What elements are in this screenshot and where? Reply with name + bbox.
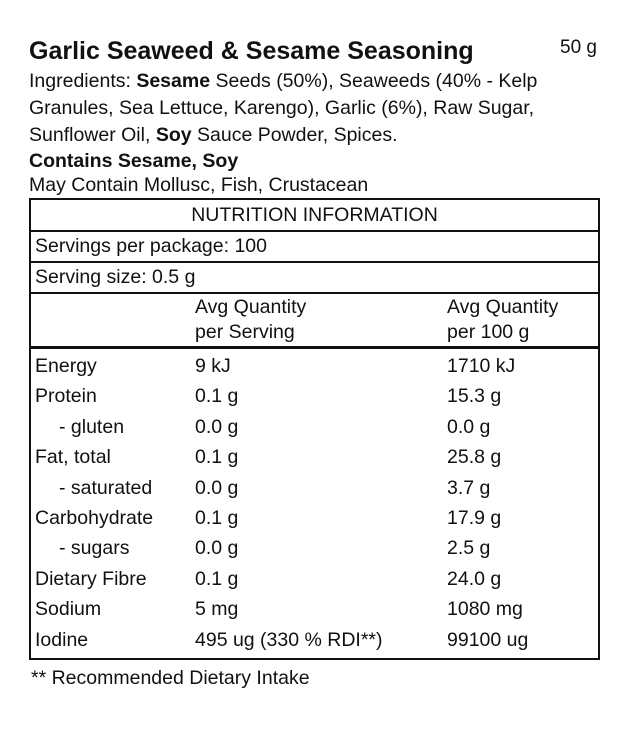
rdi-footnote: ** Recommended Dietary Intake (31, 666, 310, 689)
nutrient-name: Sodium (35, 598, 102, 621)
nutrient-per-serving: 5 mg (195, 598, 239, 621)
serving-size: Serving size: 0.5 g (31, 263, 598, 294)
nutrient-name: - saturated (59, 476, 153, 499)
nutrient-name: - gluten (59, 415, 125, 438)
nutrient-per-serving: 0.0 g (195, 476, 239, 499)
nutrient-per-serving: 0.0 g (195, 537, 239, 560)
nutrient-name: Fat, total (35, 446, 111, 469)
nutrition-row-dietary-fibre (31, 564, 598, 594)
ingredients-prefix: Ingredients: (29, 70, 137, 92)
nutrition-row-sodium (31, 594, 598, 624)
ingredient-allergen-sesame: Sesame (136, 70, 211, 92)
nutrient-per-serving: 0.1 g (195, 385, 239, 408)
product-label (29, 34, 601, 691)
contains-statement: Contains Sesame, Soy (29, 150, 239, 172)
nutrient-per-100g: 3.7 g (447, 476, 491, 499)
nutrient-name: Dietary Fibre (35, 567, 147, 590)
nutrient-per-serving: 0.1 g (195, 446, 239, 469)
nutrition-column-headers (31, 294, 598, 349)
nutrient-per-100g: 17.9 g (447, 506, 502, 529)
column-header-per-100g-line1: Avg Quantity (447, 296, 559, 318)
ingredients-part1: Seeds (50%), Seaweeds (40% - Kelp Granules, Sea Lettuce, Karengo), Garlic (6%), Raw Sugar, Sunflower Oil, (29, 70, 538, 146)
nutrient-per-100g: 15.3 g (447, 385, 502, 408)
nutrient-name: Iodine (35, 628, 89, 651)
nutrient-per-serving: 495 ug (330 % RDI**) (195, 628, 383, 651)
may-contain-statement: May Contain Mollusc, Fish, Crustacean (29, 174, 369, 196)
nutrient-name: Protein (35, 385, 97, 408)
ingredients-part2: Sauce Powder, Spices. (191, 124, 398, 146)
column-header-per-serving-line2: per Serving (195, 321, 295, 343)
nutrient-per-serving: 0.1 g (195, 506, 239, 529)
nutrition-row-carbohydrate (31, 503, 598, 533)
nutrition-row-gluten (31, 412, 598, 442)
nutrient-per-100g: 99100 ug (447, 628, 529, 651)
servings-per-package: Servings per package: 100 (31, 232, 598, 263)
nutrition-heading: NUTRITION INFORMATION (31, 200, 598, 232)
nutrient-per-100g: 1080 mg (447, 598, 523, 621)
nutrient-name: Energy (35, 355, 97, 377)
nutrient-name: - sugars (59, 537, 130, 560)
column-header-per-100g (447, 295, 558, 345)
column-header-per-100g-line2: per 100 g (447, 321, 530, 343)
nutrient-per-100g: 25.8 g (447, 446, 502, 469)
nutrition-row-sugars (31, 533, 598, 563)
nutrient-per-100g: 24.0 g (447, 567, 502, 590)
nutrition-row-fat-total (31, 442, 598, 472)
nutrition-row-protein (31, 381, 598, 411)
ingredient-allergen-soy: Soy (155, 124, 192, 146)
title-row (29, 34, 601, 68)
nutrient-name: Carbohydrate (35, 506, 154, 529)
nutrition-row-energy (31, 351, 598, 381)
nutrient-per-serving: 9 kJ (195, 355, 231, 377)
nutrition-row-iodine (31, 625, 598, 655)
nutrient-per-serving: 0.0 g (195, 415, 239, 438)
nutrient-per-100g: 0.0 g (447, 415, 491, 438)
column-header-per-serving (195, 295, 306, 345)
nutrient-per-100g: 2.5 g (447, 537, 491, 560)
product-title: Garlic Seaweed & Sesame Seasoning (29, 37, 474, 65)
nutrient-per-serving: 0.1 g (195, 567, 239, 590)
net-weight: 50 g (560, 37, 597, 58)
nutrition-row-saturated (31, 473, 598, 503)
nutrient-per-100g: 1710 kJ (447, 355, 516, 377)
column-header-per-serving-line1: Avg Quantity (195, 296, 307, 318)
nutrition-panel (29, 198, 600, 660)
nutrition-rows (31, 349, 598, 658)
ingredients-text (29, 68, 601, 149)
